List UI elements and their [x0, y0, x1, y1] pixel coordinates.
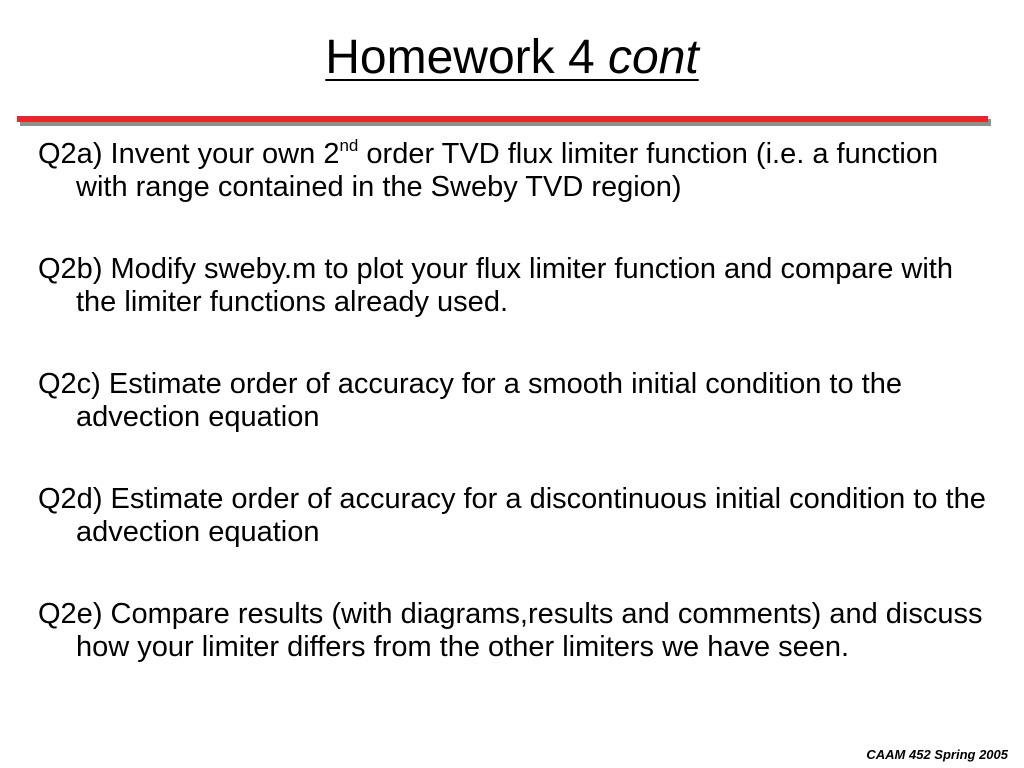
slide-title: [0, 28, 1024, 88]
question-q2c: Q2c) Estimate order of accuracy for a smooth initial condition to the advection equation: [38, 368, 902, 433]
title-rule: [17, 116, 988, 122]
slide-footer: CAAM 452 Spring 2005: [866, 747, 1008, 762]
question-q2d: Q2d) Estimate order of accuracy for a discontinuous initial condition to the advection equation: [38, 483, 986, 548]
question-q2a-superscript: nd: [339, 136, 359, 155]
slide-title-underlined: [325, 31, 698, 84]
question-q2a-prefix: Q2a) Invent your own 2: [38, 138, 340, 170]
slide-title-emphasis: cont: [608, 31, 699, 84]
question-q2a: [38, 138, 988, 204]
question-q2e: Q2e) Compare results (with diagrams,results and comments) and discuss how your limiter differs from the other limiters we have seen.: [38, 598, 983, 663]
slide-body: [38, 138, 988, 713]
question-q2b: Q2b) Modify sweby.m to plot your flux limiter function and compare with the limiter functions already used.: [38, 253, 953, 318]
question-q2a-text: order TVD flux limiter function (i.e. a function with range contained in the Sweby TVD region): [76, 138, 939, 203]
slide-title-main: Homework 4: [325, 31, 608, 84]
